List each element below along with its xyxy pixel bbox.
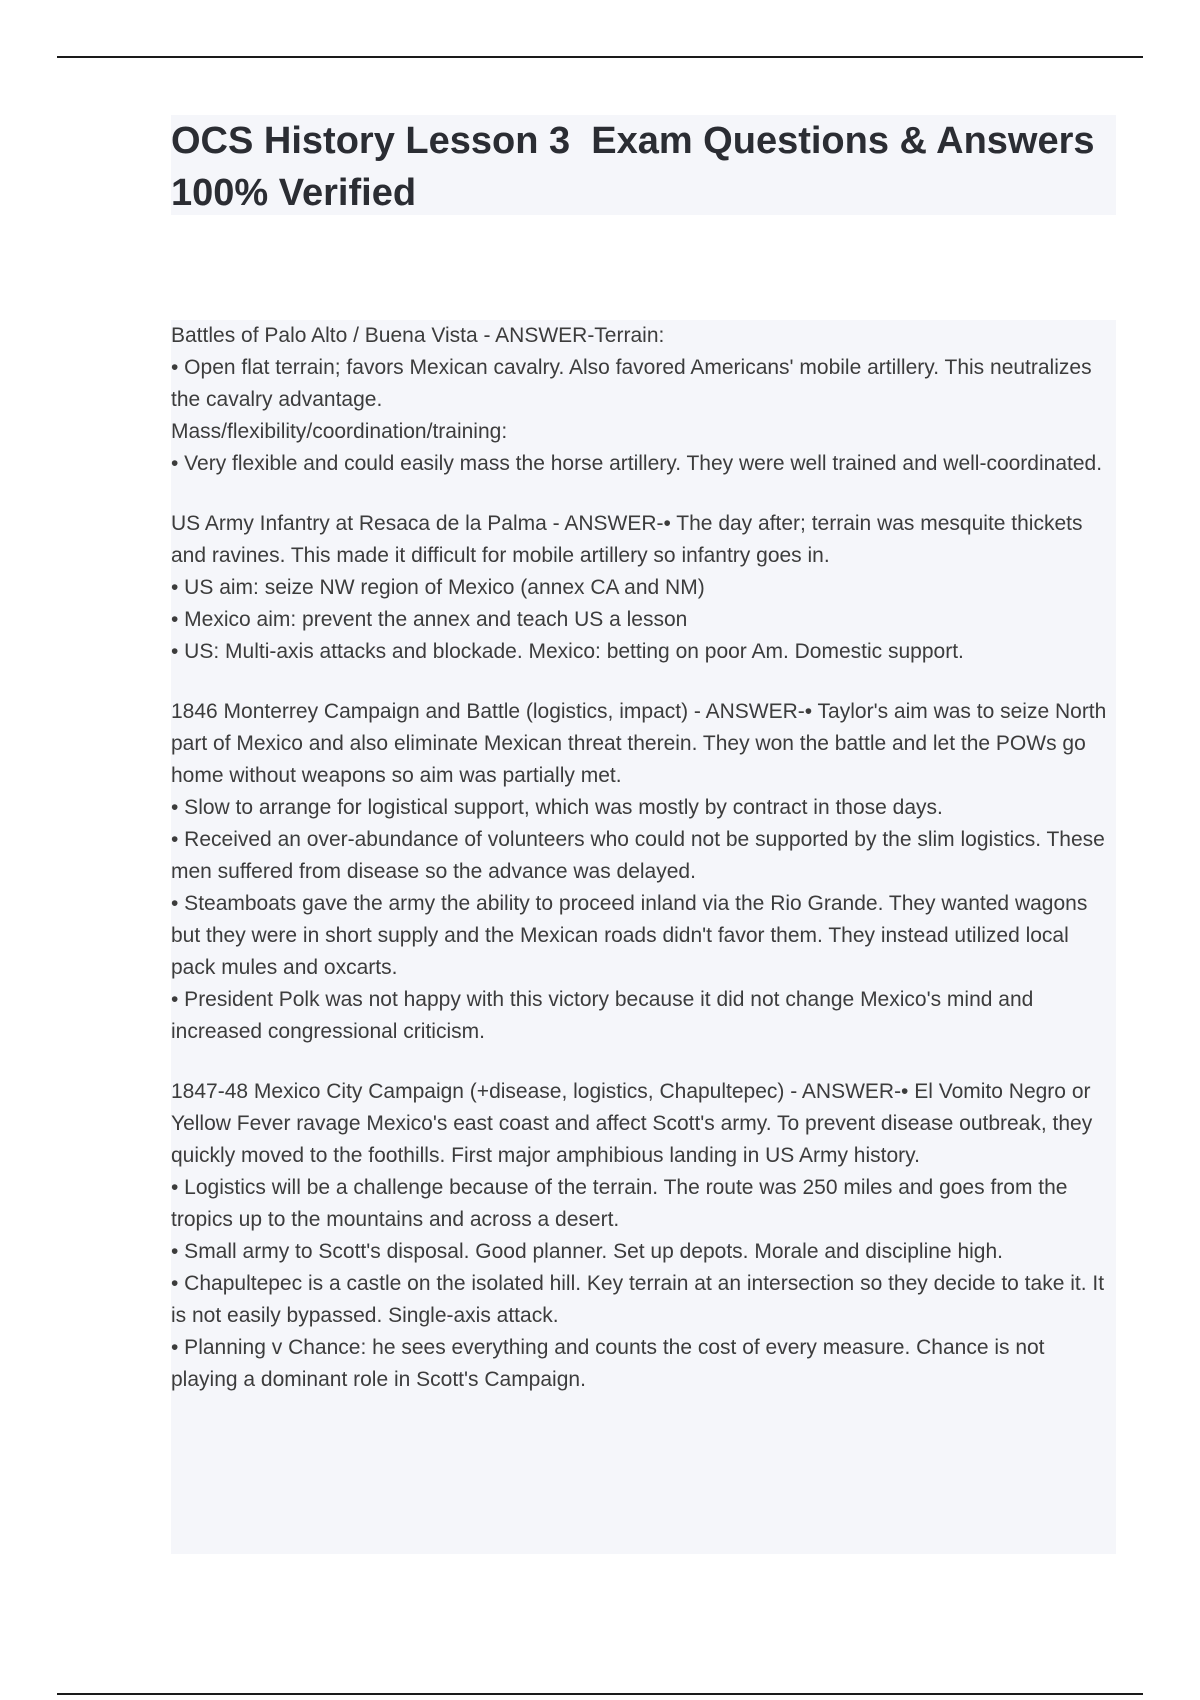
qa-line: • Logistics will be a challenge because of the terrain. The route was 250 miles and goes from the tropics up to the mountains and across a desert. (171, 1176, 1068, 1231)
qa-line: 1847-48 Mexico City Campaign (+disease, logistics, Chapultepec) - ANSWER-• El Vomito Negro or Yellow Fever ravage Mexico's east coast and affect Scott's army. To prevent disease outbreak, they quickly moved to the foothills. First major amphibious landing in US Army history. (171, 1080, 1093, 1167)
qa-content (171, 320, 1116, 1554)
title-block (171, 115, 1116, 215)
qa-line: • Received an over-abundance of volunteers who could not be supported by the slim logistics. These men suffered from disease so the advance was delayed. (171, 828, 1105, 883)
qa-entry-monterrey (171, 696, 1116, 1048)
qa-line: • Chapultepec is a castle on the isolated hill. Key terrain at an intersection so they decide to take it. It is not easily bypassed. Single-axis attack. (171, 1272, 1105, 1327)
bottom-rule (57, 1693, 1143, 1695)
document-title: OCS History Lesson 3 Exam Questions & Answers 100% Verified (171, 120, 1106, 214)
qa-line: • Steamboats gave the army the ability to proceed inland via the Rio Grande. They wanted wagons but they were in short supply and the Mexican roads didn't favor them. They instead utilized local pack mules and oxcarts. (171, 892, 1088, 979)
qa-line: • US aim: seize NW region of Mexico (annex CA and NM) (171, 576, 705, 599)
qa-entry-mexico-city (171, 1076, 1116, 1396)
top-rule (57, 56, 1143, 58)
qa-line: Mass/flexibility/coordination/training: (171, 420, 508, 443)
qa-line: • Slow to arrange for logistical support, which was mostly by contract in those days. (171, 796, 943, 819)
qa-line: • US: Multi-axis attacks and blockade. Mexico: betting on poor Am. Domestic support. (171, 640, 964, 663)
qa-line: • Small army to Scott's disposal. Good planner. Set up depots. Morale and discipline high. (171, 1240, 1003, 1263)
qa-line: Battles of Palo Alto / Buena Vista - ANSWER-Terrain: (171, 324, 665, 347)
qa-line: • Planning v Chance: he sees everything and counts the cost of every measure. Chance is not playing a dominant role in Scott's Campaign. (171, 1336, 1045, 1391)
qa-line: • Mexico aim: prevent the annex and teach US a lesson (171, 608, 688, 631)
qa-line: • President Polk was not happy with this victory because it did not change Mexico's mind and increased congressional criticism. (171, 988, 1034, 1043)
qa-line: 1846 Monterrey Campaign and Battle (logistics, impact) - ANSWER-• Taylor's aim was to seize North part of Mexico and also eliminate Mexican threat therein. They won the battle and let the POWs go home without weapons so aim was partially met. (171, 700, 1107, 787)
qa-entry-palo-alto (171, 320, 1116, 480)
qa-line: • Open flat terrain; favors Mexican cavalry. Also favored Americans' mobile artillery. This neutralizes the cavalry advantage. (171, 356, 1092, 411)
qa-line: US Army Infantry at Resaca de la Palma - ANSWER-• The day after; terrain was mesquite thickets and ravines. This made it difficult for mobile artillery so infantry goes in. (171, 512, 1083, 567)
qa-entry-resaca-de-la-palma (171, 508, 1116, 668)
qa-line: • Very flexible and could easily mass the horse artillery. They were well trained and well-coordinated. (171, 452, 1103, 475)
